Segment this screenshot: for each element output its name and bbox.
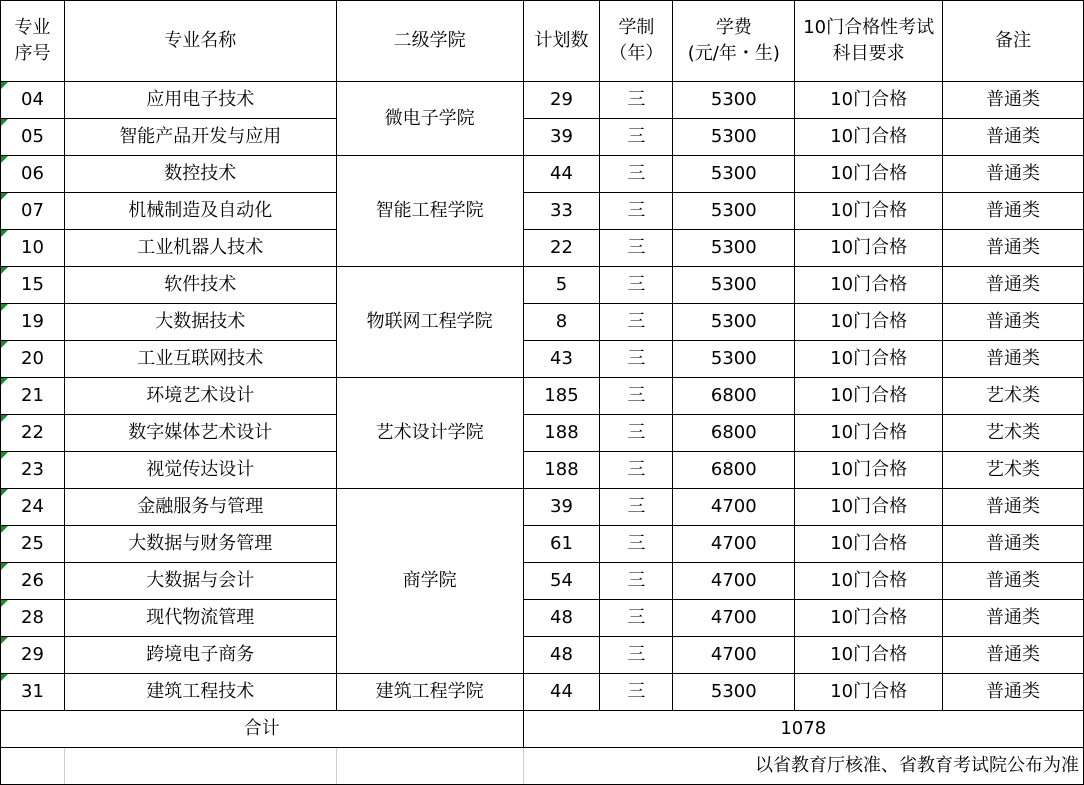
plan-count-cell: 185 (523, 378, 600, 415)
exam-requirement-cell: 10门合格 (795, 193, 943, 230)
seq-cell: 24 (1, 489, 65, 526)
fee-cell: 4700 (673, 600, 795, 637)
seq-cell: 07 (1, 193, 65, 230)
blank-cell (1, 748, 65, 785)
seq-cell: 26 (1, 563, 65, 600)
remark-cell: 艺术类 (943, 378, 1084, 415)
exam-requirement-cell: 10门合格 (795, 637, 943, 674)
fee-cell: 5300 (673, 119, 795, 156)
table-row (1, 489, 1084, 526)
table-row (1, 526, 1084, 563)
footnote: 以省教育厅核准、省教育考试院公布为准 (523, 748, 1083, 785)
major-name-cell: 视觉传达设计 (64, 452, 336, 489)
duration-cell: 三 (600, 82, 673, 119)
duration-cell: 三 (600, 600, 673, 637)
fee-cell: 6800 (673, 378, 795, 415)
remark-cell: 普通类 (943, 82, 1084, 119)
duration-cell: 三 (600, 341, 673, 378)
college-cell: 商学院 (336, 489, 523, 674)
exam-requirement-cell: 10门合格 (795, 267, 943, 304)
college-cell: 微电子学院 (336, 82, 523, 156)
remark-cell: 普通类 (943, 156, 1084, 193)
table-row (1, 600, 1084, 637)
header-college: 二级学院 (336, 1, 523, 82)
major-name-cell: 数字媒体艺术设计 (64, 415, 336, 452)
plan-count-cell: 54 (523, 563, 600, 600)
table-row (1, 267, 1084, 304)
header-exam: 10门合格性考试 科目要求 (795, 1, 943, 82)
plan-count-cell: 43 (523, 341, 600, 378)
plan-count-cell: 5 (523, 267, 600, 304)
blank-cell (64, 748, 336, 785)
duration-cell: 三 (600, 378, 673, 415)
fee-cell: 5300 (673, 193, 795, 230)
plan-count-cell: 188 (523, 415, 600, 452)
plan-count-cell: 8 (523, 304, 600, 341)
total-label: 合计 (1, 711, 524, 748)
header-duration: 学制 （年） (600, 1, 673, 82)
remark-cell: 普通类 (943, 563, 1084, 600)
fee-cell: 4700 (673, 637, 795, 674)
table-row (1, 674, 1084, 711)
plan-count-cell: 44 (523, 156, 600, 193)
table-row (1, 637, 1084, 674)
seq-cell: 22 (1, 415, 65, 452)
blank-cell (336, 748, 523, 785)
fee-cell: 5300 (673, 674, 795, 711)
fee-cell: 5300 (673, 156, 795, 193)
plan-count-cell: 39 (523, 489, 600, 526)
total-value: 1078 (523, 711, 1083, 748)
plan-count-cell: 44 (523, 674, 600, 711)
major-name-cell: 工业机器人技术 (64, 230, 336, 267)
table-row (1, 378, 1084, 415)
fee-cell: 5300 (673, 267, 795, 304)
footnote-row (1, 748, 1084, 785)
fee-cell: 5300 (673, 304, 795, 341)
college-cell: 艺术设计学院 (336, 378, 523, 489)
duration-cell: 三 (600, 563, 673, 600)
major-name-cell: 跨境电子商务 (64, 637, 336, 674)
plan-count-cell: 188 (523, 452, 600, 489)
exam-requirement-cell: 10门合格 (795, 119, 943, 156)
major-name-cell: 大数据与会计 (64, 563, 336, 600)
fee-cell: 4700 (673, 526, 795, 563)
duration-cell: 三 (600, 674, 673, 711)
remark-cell: 普通类 (943, 230, 1084, 267)
plan-count-cell: 48 (523, 600, 600, 637)
major-name-cell: 软件技术 (64, 267, 336, 304)
major-name-cell: 环境艺术设计 (64, 378, 336, 415)
duration-cell: 三 (600, 637, 673, 674)
remark-cell: 艺术类 (943, 415, 1084, 452)
fee-cell: 4700 (673, 563, 795, 600)
duration-cell: 三 (600, 415, 673, 452)
table-row (1, 341, 1084, 378)
seq-cell: 10 (1, 230, 65, 267)
major-name-cell: 金融服务与管理 (64, 489, 336, 526)
exam-requirement-cell: 10门合格 (795, 378, 943, 415)
seq-cell: 29 (1, 637, 65, 674)
remark-cell: 普通类 (943, 119, 1084, 156)
header-name: 专业名称 (64, 1, 336, 82)
major-name-cell: 智能产品开发与应用 (64, 119, 336, 156)
duration-cell: 三 (600, 267, 673, 304)
table-row (1, 563, 1084, 600)
seq-cell: 06 (1, 156, 65, 193)
duration-cell: 三 (600, 119, 673, 156)
exam-requirement-cell: 10门合格 (795, 600, 943, 637)
exam-requirement-cell: 10门合格 (795, 489, 943, 526)
fee-cell: 5300 (673, 82, 795, 119)
plan-count-cell: 61 (523, 526, 600, 563)
seq-cell: 15 (1, 267, 65, 304)
remark-cell: 普通类 (943, 637, 1084, 674)
duration-cell: 三 (600, 304, 673, 341)
duration-cell: 三 (600, 526, 673, 563)
major-name-cell: 机械制造及自动化 (64, 193, 336, 230)
remark-cell: 艺术类 (943, 452, 1084, 489)
table-row (1, 119, 1084, 156)
seq-cell: 20 (1, 341, 65, 378)
duration-cell: 三 (600, 230, 673, 267)
seq-cell: 04 (1, 82, 65, 119)
header-seq: 专业 序号 (1, 1, 65, 82)
seq-cell: 28 (1, 600, 65, 637)
major-name-cell: 应用电子技术 (64, 82, 336, 119)
fee-cell: 4700 (673, 489, 795, 526)
exam-requirement-cell: 10门合格 (795, 304, 943, 341)
major-name-cell: 大数据技术 (64, 304, 336, 341)
table-row (1, 415, 1084, 452)
table-row (1, 193, 1084, 230)
exam-requirement-cell: 10门合格 (795, 452, 943, 489)
table-row (1, 452, 1084, 489)
fee-cell: 6800 (673, 452, 795, 489)
remark-cell: 普通类 (943, 526, 1084, 563)
remark-cell: 普通类 (943, 304, 1084, 341)
major-name-cell: 数控技术 (64, 156, 336, 193)
seq-cell: 25 (1, 526, 65, 563)
table-row (1, 156, 1084, 193)
college-cell: 智能工程学院 (336, 156, 523, 267)
exam-requirement-cell: 10门合格 (795, 526, 943, 563)
table-row (1, 230, 1084, 267)
seq-cell: 31 (1, 674, 65, 711)
exam-requirement-cell: 10门合格 (795, 674, 943, 711)
plan-count-cell: 29 (523, 82, 600, 119)
major-name-cell: 现代物流管理 (64, 600, 336, 637)
exam-requirement-cell: 10门合格 (795, 415, 943, 452)
plan-count-cell: 39 (523, 119, 600, 156)
exam-requirement-cell: 10门合格 (795, 341, 943, 378)
duration-cell: 三 (600, 193, 673, 230)
seq-cell: 21 (1, 378, 65, 415)
exam-requirement-cell: 10门合格 (795, 156, 943, 193)
fee-cell: 6800 (673, 415, 795, 452)
remark-cell: 普通类 (943, 341, 1084, 378)
fee-cell: 5300 (673, 230, 795, 267)
exam-requirement-cell: 10门合格 (795, 563, 943, 600)
remark-cell: 普通类 (943, 674, 1084, 711)
remark-cell: 普通类 (943, 489, 1084, 526)
exam-requirement-cell: 10门合格 (795, 82, 943, 119)
table-row (1, 82, 1084, 119)
plan-count-cell: 33 (523, 193, 600, 230)
seq-cell: 05 (1, 119, 65, 156)
college-cell: 物联网工程学院 (336, 267, 523, 378)
seq-cell: 23 (1, 452, 65, 489)
major-name-cell: 建筑工程技术 (64, 674, 336, 711)
major-name-cell: 工业互联网技术 (64, 341, 336, 378)
header-fee: 学费 (元/年・生) (673, 1, 795, 82)
header-plan: 计划数 (523, 1, 600, 82)
plan-count-cell: 22 (523, 230, 600, 267)
college-cell: 建筑工程学院 (336, 674, 523, 711)
remark-cell: 普通类 (943, 267, 1084, 304)
duration-cell: 三 (600, 489, 673, 526)
header-row (1, 1, 1084, 82)
fee-cell: 5300 (673, 341, 795, 378)
duration-cell: 三 (600, 156, 673, 193)
remark-cell: 普通类 (943, 193, 1084, 230)
header-remark: 备注 (943, 1, 1084, 82)
table-row (1, 304, 1084, 341)
remark-cell: 普通类 (943, 600, 1084, 637)
seq-cell: 19 (1, 304, 65, 341)
exam-requirement-cell: 10门合格 (795, 230, 943, 267)
total-row (1, 711, 1084, 748)
major-name-cell: 大数据与财务管理 (64, 526, 336, 563)
plan-count-cell: 48 (523, 637, 600, 674)
duration-cell: 三 (600, 452, 673, 489)
